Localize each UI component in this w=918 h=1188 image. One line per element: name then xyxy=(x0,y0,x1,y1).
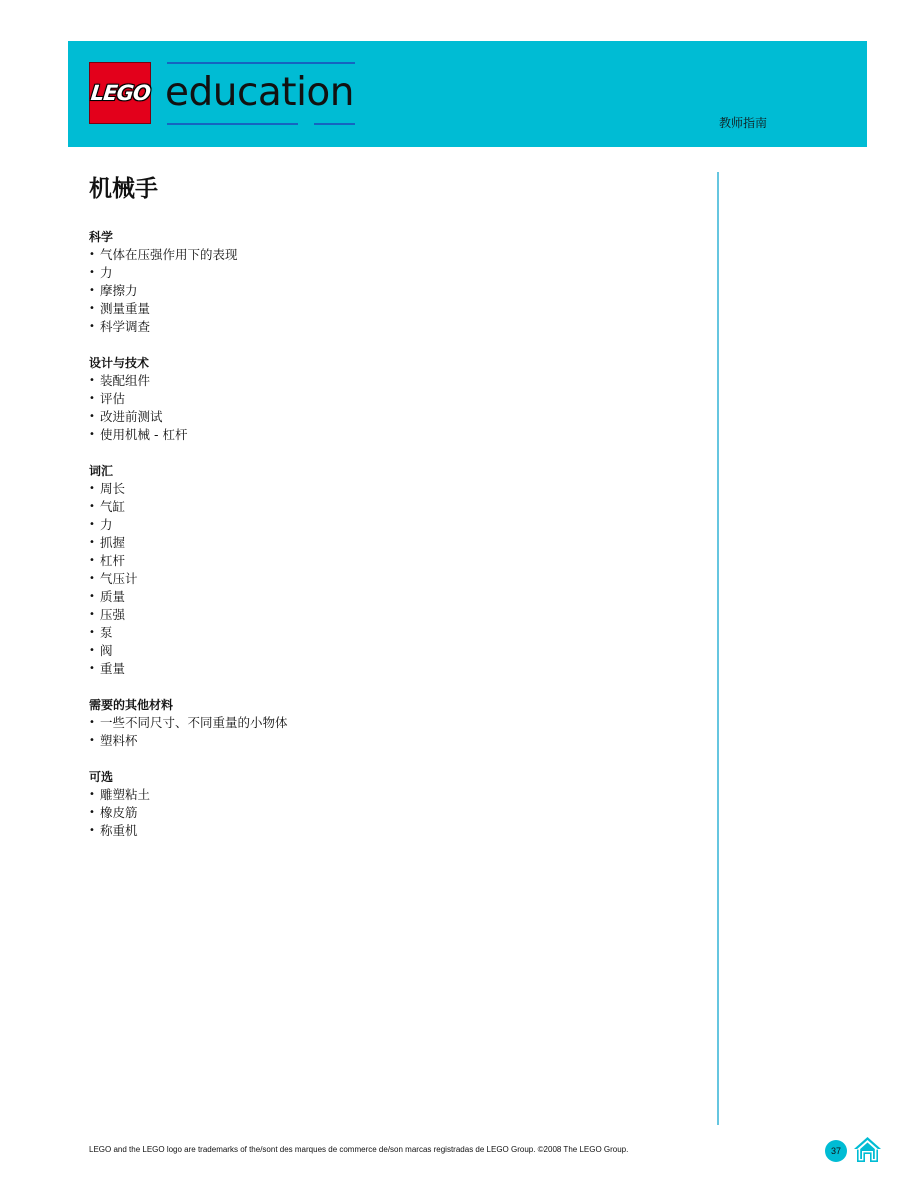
list-item: • 气压计 xyxy=(89,570,689,588)
bullet-list xyxy=(89,372,689,444)
list-item: • 塑料杯 xyxy=(89,732,689,750)
section-other-materials xyxy=(89,696,689,750)
section-design-technology xyxy=(89,354,689,444)
page-number-badge: 37 xyxy=(825,1140,847,1162)
list-item: • 气缸 xyxy=(89,498,689,516)
bullet-list xyxy=(89,246,689,336)
section-heading: 词汇 xyxy=(89,464,114,478)
list-item: • 气体在压强作用下的表现 xyxy=(89,246,689,264)
list-item: • 压强 xyxy=(89,606,689,624)
list-item: • 装配组件 xyxy=(89,372,689,390)
section-heading: 科学 xyxy=(89,230,114,244)
guide-label: 教师指南 xyxy=(719,116,768,130)
home-icon[interactable] xyxy=(853,1136,882,1163)
section-heading: 需要的其他材料 xyxy=(89,698,174,712)
list-item: • 一些不同尺寸、不同重量的小物体 xyxy=(89,714,689,732)
page-header xyxy=(68,41,867,147)
list-item: • 泵 xyxy=(89,624,689,642)
section-vocabulary xyxy=(89,462,689,678)
list-item: • 雕塑粘土 xyxy=(89,786,689,804)
lego-logo xyxy=(89,62,151,124)
section-heading: 可选 xyxy=(89,770,114,784)
footer-legal: LEGO and the LEGO logo are trademarks of the/sont des marques de commerce de/son marcas registradas de LEGO Group. ©2008 The LEGO Group. xyxy=(89,1145,629,1154)
list-item: • 称重机 xyxy=(89,822,689,840)
list-item: • 力 xyxy=(89,264,689,282)
list-item: • 周长 xyxy=(89,480,689,498)
bullet-list xyxy=(89,714,689,750)
brand-rule-bottom-left xyxy=(167,123,298,125)
list-item: • 杠杆 xyxy=(89,552,689,570)
list-item: • 质量 xyxy=(89,588,689,606)
lego-logo-text: LEGO xyxy=(89,81,151,105)
section-heading: 设计与技术 xyxy=(89,356,150,370)
section-science xyxy=(89,228,689,336)
column-divider xyxy=(717,172,719,1125)
list-item: • 抓握 xyxy=(89,534,689,552)
bullet-list xyxy=(89,786,689,840)
page-title: 机械手 xyxy=(89,176,158,202)
list-item: • 科学调查 xyxy=(89,318,689,336)
list-item: • 使用机械 - 杠杆 xyxy=(89,426,689,444)
brand-word: education xyxy=(165,70,355,115)
list-item: • 重量 xyxy=(89,660,689,678)
list-item: • 测量重量 xyxy=(89,300,689,318)
brand-rule-top xyxy=(167,62,355,64)
brand-rule-bottom-right xyxy=(314,123,355,125)
list-item: • 橡皮筋 xyxy=(89,804,689,822)
list-item: • 评估 xyxy=(89,390,689,408)
list-item: • 阀 xyxy=(89,642,689,660)
section-optional xyxy=(89,768,689,840)
content-body xyxy=(89,228,689,858)
list-item: • 力 xyxy=(89,516,689,534)
list-item: • 摩擦力 xyxy=(89,282,689,300)
list-item: • 改进前测试 xyxy=(89,408,689,426)
bullet-list xyxy=(89,480,689,678)
